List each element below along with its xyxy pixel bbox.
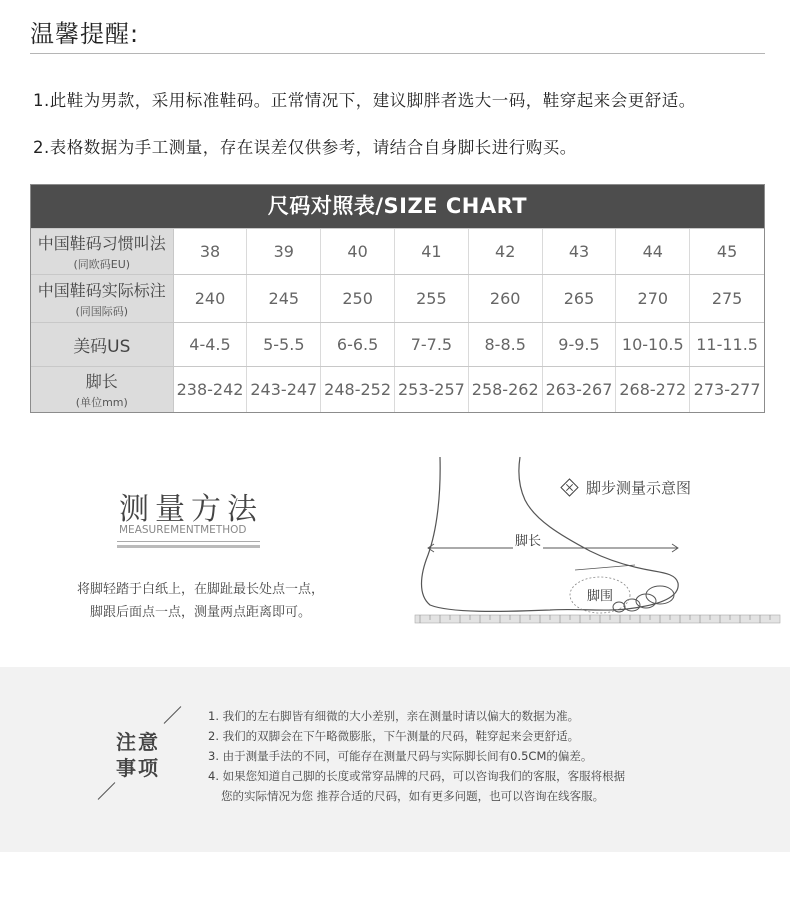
diagram-caption [563, 477, 691, 498]
notes-title-line-1: 注意 [116, 730, 160, 754]
size-cell: 8-8.5 [469, 323, 543, 366]
method-divider-bar [117, 545, 260, 548]
tips-title: 温馨提醒: [30, 20, 140, 48]
row-label: 中国鞋码习惯叫法 [37, 234, 166, 253]
size-cell: 250 [321, 275, 395, 322]
size-cell: 6-6.5 [321, 323, 395, 366]
note-item: 1. 我们的左右脚皆有细微的大小差别，亲在测量时请以偏大的数据为准。 [208, 709, 580, 723]
tip-line-1: 1.此鞋为男款，采用标准鞋码。正常情况下，建议脚胖者选大一码，鞋穿起来会更舒适。 [33, 91, 696, 110]
size-cell: 265 [543, 275, 617, 322]
foot-girth-label: 脚围 [587, 589, 614, 604]
method-title: 测量方法 [119, 492, 263, 527]
size-cell: 263-267 [543, 367, 617, 412]
size-cell: 39 [247, 229, 321, 274]
row-label: 美码US [73, 337, 131, 357]
diamond-cross-icon [560, 478, 578, 496]
note-item: 您的实际情况为您 推荐合适的尺码，如有更多问题，也可以咨询在线客服。 [221, 789, 605, 803]
size-cell: 253-257 [395, 367, 469, 412]
size-cell: 260 [469, 275, 543, 322]
method-subtitle: MEASUREMENTMETHOD [119, 524, 247, 536]
size-cell: 270 [616, 275, 690, 322]
size-cell: 238-242 [174, 367, 248, 412]
size-cell: 4-4.5 [174, 323, 248, 366]
size-cell: 40 [321, 229, 395, 274]
size-cell: 240 [174, 275, 248, 322]
size-cell: 268-272 [616, 367, 690, 412]
row-label: 脚长 [85, 372, 118, 391]
size-cell: 44 [616, 229, 690, 274]
tips-divider [30, 53, 765, 54]
size-cell: 273-277 [693, 380, 761, 399]
size-cell: 258-262 [469, 367, 543, 412]
size-row-cn-habit [31, 228, 764, 274]
row-header [31, 323, 174, 366]
size-cell: 43 [543, 229, 617, 274]
size-cell: 5-5.5 [247, 323, 321, 366]
size-cell: 7-7.5 [395, 323, 469, 366]
row-sublabel: (同欧码EU) [73, 258, 131, 271]
method-description-line-1: 将脚轻踏于白纸上，在脚趾最长处点一点， [76, 582, 324, 597]
size-cell: 38 [174, 229, 248, 274]
row-header [31, 367, 174, 412]
size-cell: 9-9.5 [543, 323, 617, 366]
foot-length-label: 脚长 [513, 530, 543, 549]
size-chart [30, 184, 765, 413]
size-cell: 42 [469, 229, 543, 274]
notes-title [116, 729, 160, 781]
row-sublabel: (单位mm) [75, 396, 128, 409]
notes-title-line-2: 事项 [116, 756, 160, 780]
size-cell: 41 [395, 229, 469, 274]
note-item: 4. 如果您知道自己脚的长度或常穿品牌的尺码，可以咨询我们的客服，客服将根据 [208, 769, 626, 783]
size-chart-title: 尺码对照表/SIZE CHART [31, 185, 764, 228]
row-label: 中国鞋码实际标注 [37, 281, 166, 300]
tip-line-2: 2.表格数据为手工测量，存在误差仅供参考，请结合自身脚长进行购买。 [33, 138, 577, 157]
row-header [31, 229, 174, 274]
size-cell: 45 [716, 242, 738, 261]
slash-decoration [164, 706, 182, 724]
note-item: 2. 我们的双脚会在下午略微膨胀，下午测量的尺码，鞋穿起来会更舒适。 [208, 729, 580, 743]
diagram-caption-text: 脚步测量示意图 [586, 479, 692, 497]
size-row-cn-actual [31, 274, 764, 322]
slash-decoration [98, 782, 116, 800]
size-cell: 10-10.5 [616, 323, 690, 366]
size-cell: 11-11.5 [696, 335, 758, 354]
notes-panel [0, 667, 790, 852]
size-row-us [31, 322, 764, 366]
row-header [31, 275, 174, 322]
row-sublabel: (同国际码) [75, 305, 129, 318]
toe-shape [613, 602, 625, 612]
method-description-line-2: 脚跟后面点一点，测量两点距离即可。 [89, 605, 311, 620]
girth-arrow [575, 565, 635, 570]
note-item: 3. 由于测量手法的不同，可能存在测量尺码与实际脚长间有0.5CM的偏差。 [208, 749, 593, 763]
size-cell: 275 [711, 289, 743, 308]
size-cell: 243-247 [247, 367, 321, 412]
size-cell: 255 [395, 275, 469, 322]
size-row-foot-length [31, 366, 764, 412]
size-cell: 248-252 [321, 367, 395, 412]
method-divider [117, 541, 260, 542]
size-cell: 245 [247, 275, 321, 322]
